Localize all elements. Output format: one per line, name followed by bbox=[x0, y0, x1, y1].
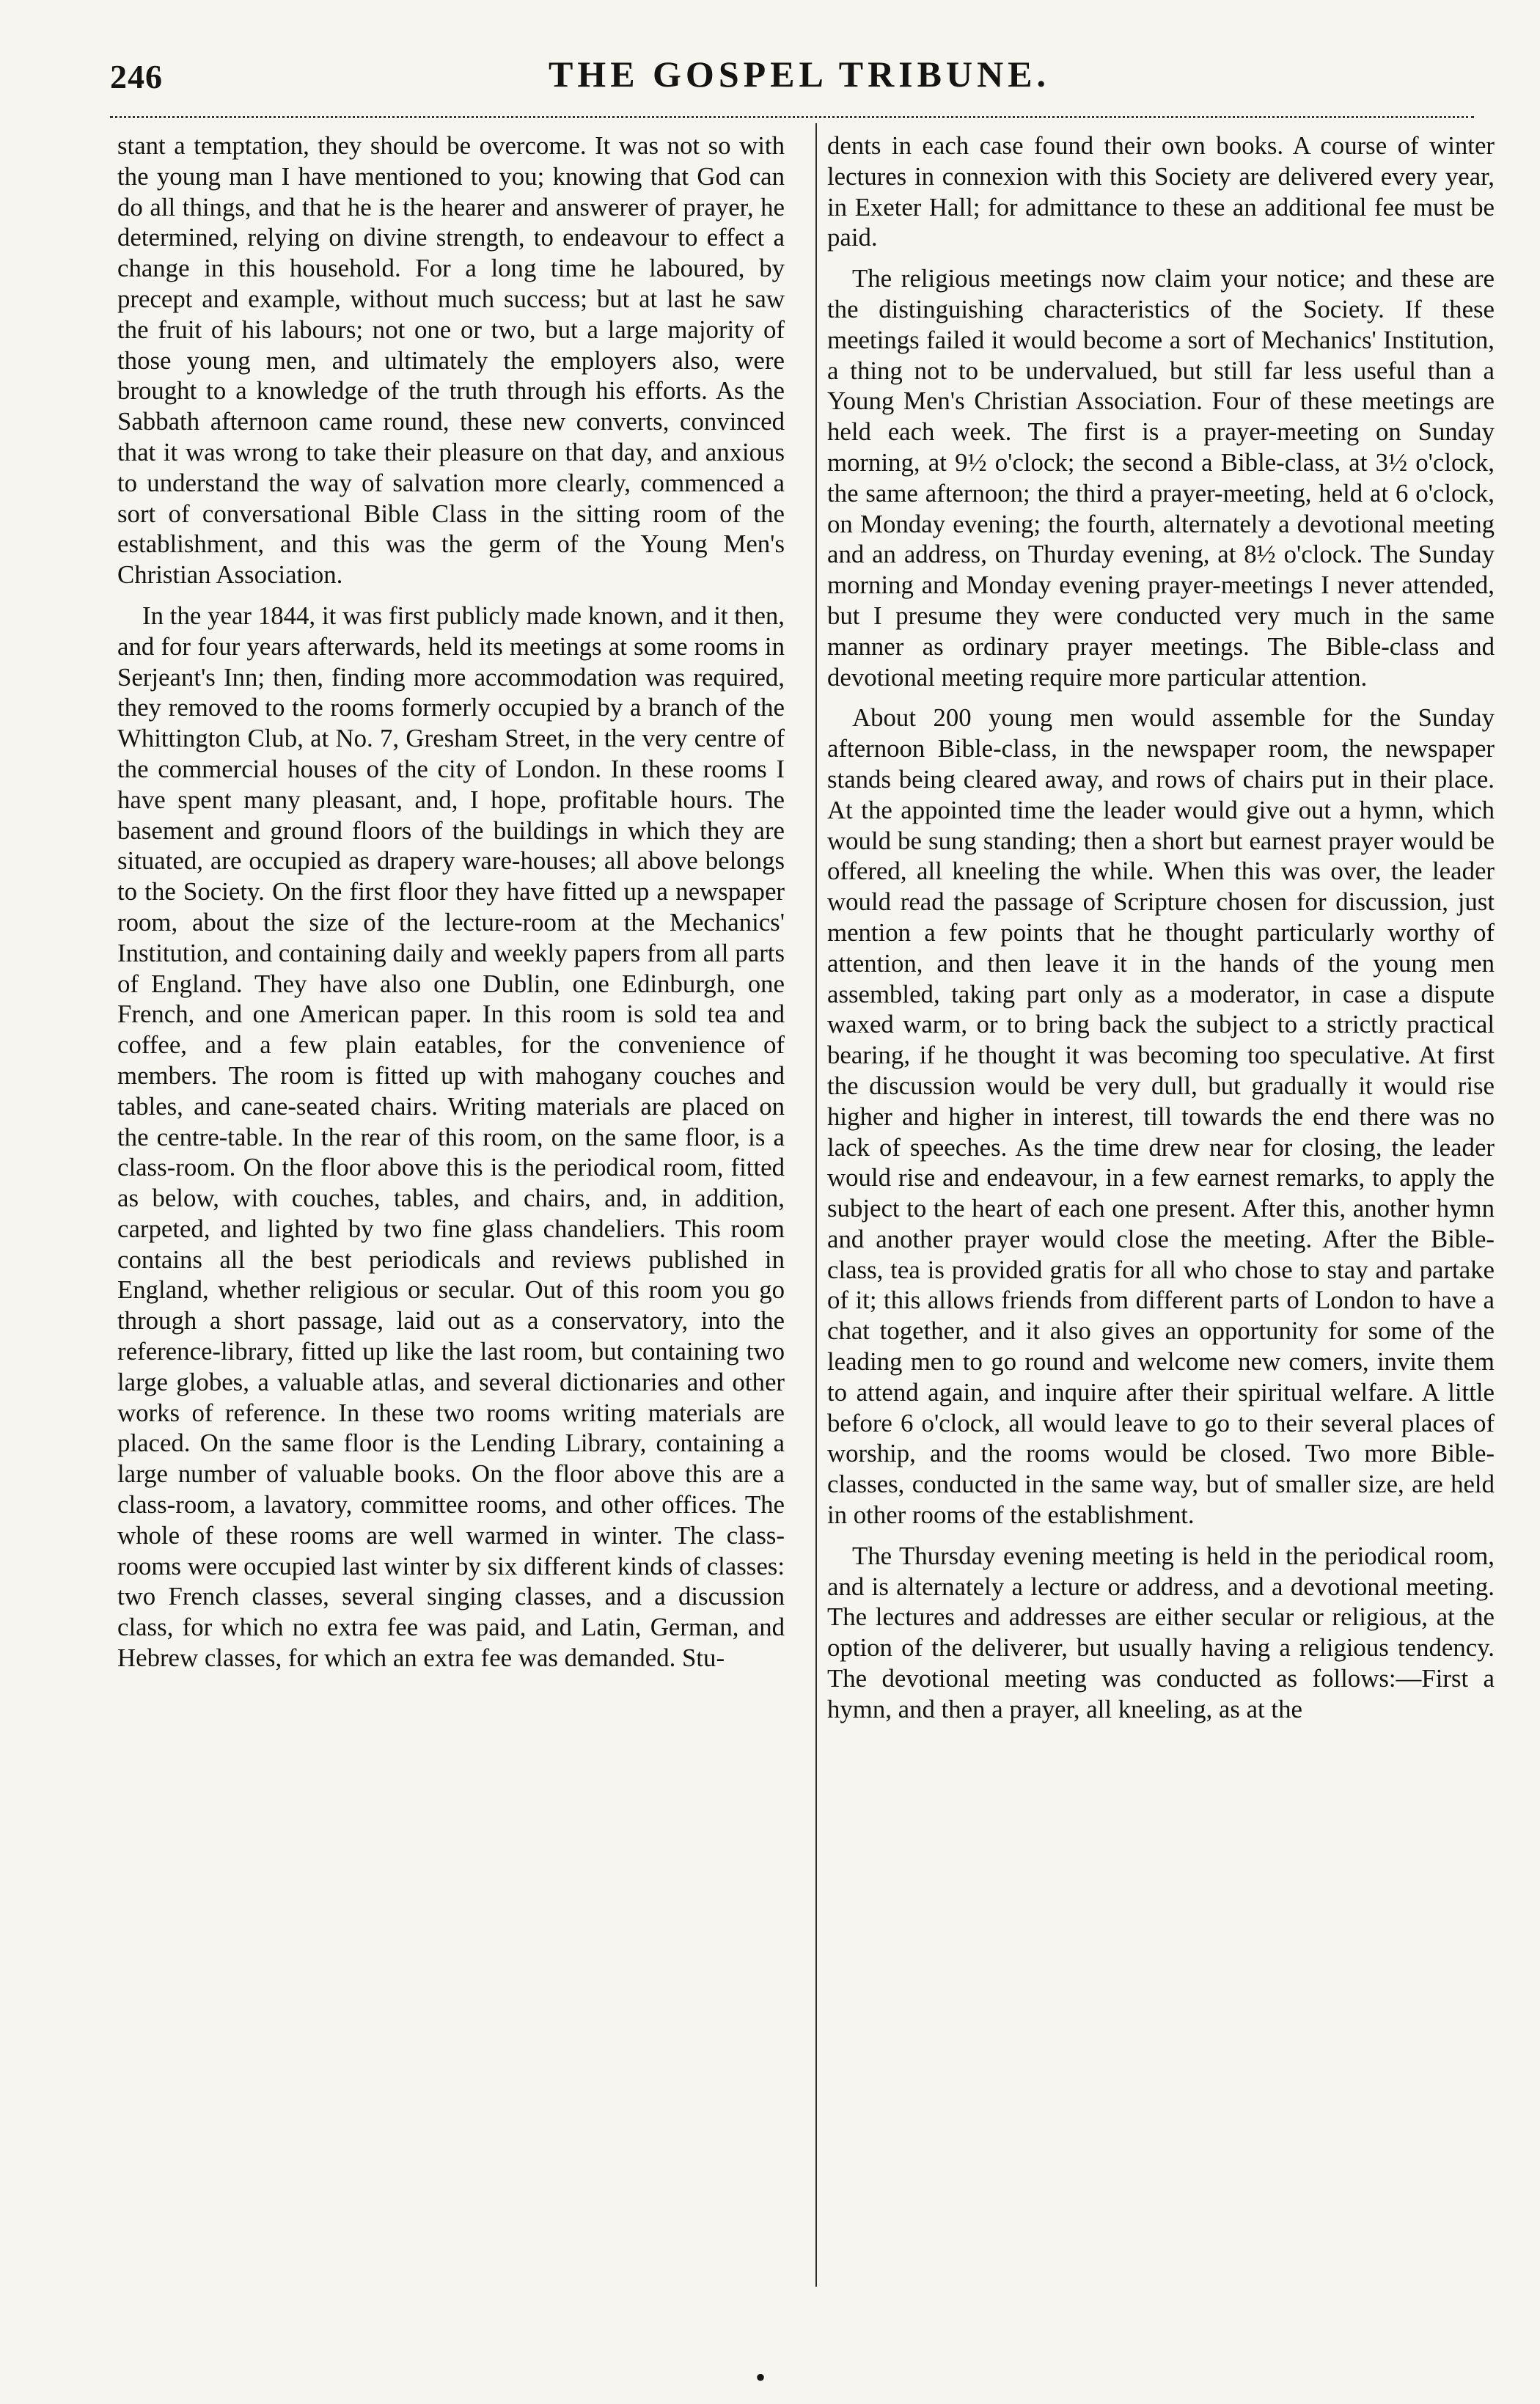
right-column bbox=[827, 131, 1495, 1725]
page-header bbox=[110, 53, 1489, 111]
paragraph: The religious meetings now claim your notice; and these are the distinguishing characteristics of the Society. If these meetings failed it would become a sort of Mechanics' Institution, a thing not to be undervalued, but still far less useful than a Young Men's Christian Association. Four of these meetings are held each week. The first is a prayer-meeting on Sunday morning, at 9½ o'clock; the second a Bible-class, at 3½ o'clock, the same afternoon; the third a prayer-meeting, held at 6 o'clock, on Monday evening; the fourth, alternately a devotional meeting and an address, on Thurday evening, at 8½ o'clock. The Sunday morning and Monday evening prayer-meetings I never attended, but I presume they were conducted very much in the same manner as ordinary prayer meetings. The Bible-class and devotional meeting require more particular attention. bbox=[827, 264, 1495, 692]
paragraph: In the year 1844, it was first publicly made known, and it then, and for four years afterwards, held its meetings at some rooms in Serjeant's Inn; then, finding more accommodation was required, they removed to the rooms formerly occupied by a branch of the Whittington Club, at No. 7, Gresham Street, in the very centre of the commercial houses of the city of London. In these rooms I have spent many pleasant, and, I hope, profitable hours. The basement and ground floors of the buildings in which they are situated, are occupied as drapery ware-houses; all above belongs to the Society. On the first floor they have fitted up a newspaper room, about the size of the lecture-room at the Mechanics' Institution, and containing daily and weekly papers from all parts of England. They have also one Dublin, one Edinburgh, one French, and one American paper. In this room is sold tea and coffee, and a few plain eatables, for the convenience of members. The room is fitted up with mahogany couches and tables, and cane-seated chairs. Writing materials are placed on the centre-table. In the rear of this room, on the same floor, is a class-room. On the floor above this is the periodical room, fitted as below, with couches, tables, and chairs, and, in addition, carpeted, and lighted by two fine glass chandeliers. This room contains all the best periodicals and reviews published in England, whether religious or secular. Out of this room you go through a short passage, laid out as a conservatory, into the reference-library, fitted up like the last room, but containing two large globes, a valuable atlas, and several dictionaries and other works of reference. In these two rooms writing materials are placed. On the same floor is the Lending Library, containing a large number of valuable books. On the floor above this are a class-room, a lavatory, committee rooms, and other offices. The whole of these rooms are well warmed in winter. The class-rooms were occupied last winter by six different kinds of classes: two French classes, several singing classes, and a discussion class, for which no extra fee was paid, and Latin, German, and Hebrew classes, for which an extra fee was demanded. Stu- bbox=[117, 601, 785, 1673]
footer-ink-mark: • bbox=[755, 2361, 766, 2394]
page-number: 246 bbox=[110, 58, 163, 95]
header-rule bbox=[110, 116, 1474, 118]
column-divider bbox=[815, 123, 817, 2287]
paragraph: stant a temptation, they should be overcome. It was not so with the young man I have mentioned to you; knowing that God can do all things, and that he is the hearer and answerer of prayer, he determined, relying on divine strength, to endeavour to effect a change in this household. For a long time he laboured, by precept and example, without much success; but at last he saw the fruit of his labours; not one or two, but a large majority of those young men, and ultimately the employers also, were brought to a knowledge of the truth through his efforts. As the Sabbath afternoon came round, these new converts, convinced that it was wrong to take their pleasure on that day, and anxious to understand the way of salvation more clearly, commenced a sort of conversational Bible Class in the sitting room of the establishment, and this was the germ of the Young Men's Christian Association. bbox=[117, 131, 785, 590]
running-title: THE GOSPEL TRIBUNE. bbox=[548, 54, 1051, 95]
paragraph: The Thursday evening meeting is held in the periodical room, and is alternately a lecture or address, and a devotional meeting. The lectures and addresses are either secular or religious, at the option of the deliverer, but usually having a religious tendency. The devotional meeting was conducted as follows:—First a hymn, and then a prayer, all kneeling, as at the bbox=[827, 1541, 1495, 1723]
left-column bbox=[117, 131, 785, 1674]
paragraph: About 200 young men would assemble for the Sunday afternoon Bible-class, in the newspaper room, the newspaper stands being cleared away, and rows of chairs put in their place. At the appointed time the leader would give out a hymn, which would be sung standing; then a short but earnest prayer would be offered, all kneeling the while. When this was over, the leader would read the passage of Scripture chosen for discussion, just mention a few points that he thought particularly worthy of attention, and then leave it in the hands of the young men assembled, taking part only as a moderator, in case a dispute waxed warm, or to bring back the subject to a strictly practical bearing, if he thought it was becoming too speculative. At first the discussion would be very dull, but gradually it would rise higher and higher in interest, till towards the end there was no lack of speeches. As the time drew near for closing, the leader would rise and endeavour, in a few earnest remarks, to apply the subject to the heart of each one present. After this, another hymn and another prayer would close the meeting. After the Bible-class, tea is provided gratis for all who chose to stay and partake of it; this allows friends from different parts of London to have a chat together, and it also gives an opportunity for some of the leading men to go round and welcome new comers, invite them to attend again, and inquire after their spiritual welfare. A little before 6 o'clock, all would leave to go to their several places of worship, and the rooms would be closed. Two more Bible-classes, conducted in the same way, but of smaller size, are held in other rooms of the establishment. bbox=[827, 703, 1495, 1530]
paragraph: dents in each case found their own books. A course of winter lectures in connexion with this Society are delivered every year, in Exeter Hall; for admittance to these an additional fee must be paid. bbox=[827, 131, 1495, 252]
